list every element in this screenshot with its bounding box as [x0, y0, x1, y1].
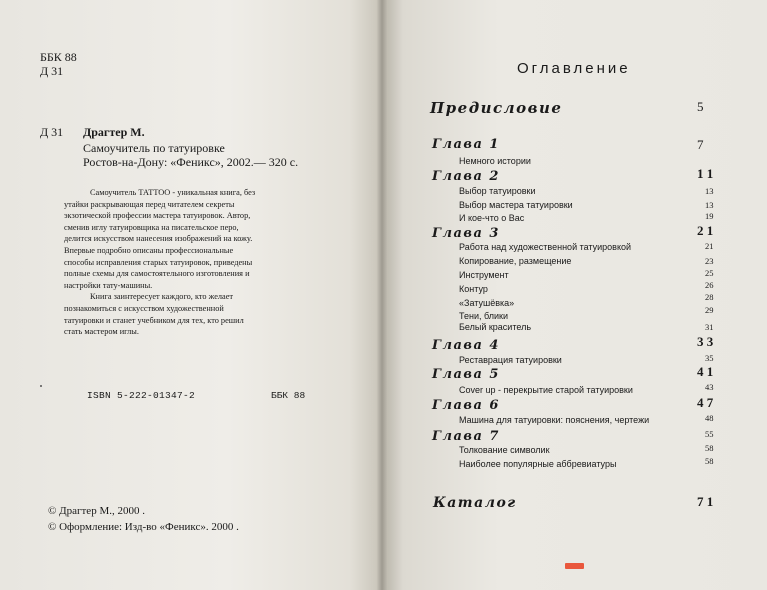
toc-item-page: 58: [705, 456, 714, 466]
toc-title: Оглавление: [517, 60, 631, 77]
annotation-line: Впервые подробно описаны профессиональные: [64, 245, 234, 255]
toc-item-page: 28: [705, 292, 714, 302]
toc-item: Немного истории: [459, 156, 531, 166]
toc-item: Контур: [459, 284, 488, 294]
toc-item: Cover up - перекрытие старой татуировки: [459, 385, 633, 395]
toc-item-page: 13: [705, 200, 714, 210]
toc-item-page: 31: [705, 322, 714, 332]
annotation-line: полные схемы для самостоятельного изготовления и: [64, 269, 250, 279]
print-speck: [40, 385, 42, 387]
copyright-author: © Драгтер М., 2000 .: [48, 505, 145, 517]
toc-item: Работа над художественной татуировкой: [459, 242, 632, 252]
toc-item-page: 23: [705, 256, 714, 266]
toc-chapter-4: Глава 4: [432, 338, 500, 353]
isbn: ISBN 5-222-01347-2: [87, 390, 196, 401]
toc-item-page: 35: [705, 353, 714, 363]
toc-chapter-4-page: 3 3: [697, 334, 714, 349]
toc-chapter-2: Глава 2: [432, 169, 500, 184]
toc-chapter-5-page: 4 1: [697, 364, 714, 379]
toc-item: Выбор татуировки: [459, 186, 536, 196]
entry-code: Д 31: [40, 125, 64, 139]
toc-chapter-3-page: 2 1: [697, 223, 714, 238]
toc-item-page: 43: [705, 382, 714, 392]
toc-chapter-2-page: 1 1: [697, 166, 714, 181]
annotation-line: способы исправления старых татуировок, приведены: [64, 257, 253, 267]
toc-chapter-1: Глава 1: [432, 137, 500, 152]
toc-item-page: 48: [705, 413, 714, 423]
toc-chapter-7: Глава 7: [432, 429, 500, 444]
toc-chapter-5: Глава 5: [432, 367, 500, 382]
annotation-line: сменив иглу татуировщика на писательское перо,: [64, 222, 239, 232]
toc-item-page: 58: [705, 443, 714, 453]
entry-title: Самоучитель по татуировке: [83, 141, 225, 155]
toc-item: Машина для татуировки: пояснения, чертежи: [459, 415, 650, 425]
udc-code: Д 31: [40, 64, 64, 78]
annotation-line: Книга заинтересует каждого, кто желает: [90, 292, 234, 302]
entry-publication: Ростов-на-Дону: «Феникс», 2002.— 320 с.: [83, 155, 299, 169]
toc-preface: Предисловие: [430, 99, 563, 117]
entry-author: Драгтер М.: [83, 125, 145, 139]
copyright-publisher: © Оформление: Изд-во «Феникс». 2000 .: [48, 521, 239, 533]
toc-item-page: 29: [705, 305, 714, 315]
annotation-line: татуировки и станет учебником для тех, кто решил: [64, 315, 244, 325]
annotation-line: познакомиться с искусством художественной: [64, 303, 224, 313]
book-spine-gutter: [376, 0, 388, 590]
toc-chapter-6-page: 4 7: [697, 395, 714, 410]
toc-item: И кое-что о Вас: [459, 213, 525, 223]
book-annotation: [64, 187, 330, 338]
toc-chapter-3: Глава 3: [432, 226, 500, 241]
bbk-code: ББК 88: [40, 50, 77, 64]
red-sticker: [565, 563, 584, 569]
toc-item-page: 19: [705, 211, 714, 221]
toc-item-page: 13: [705, 186, 714, 196]
toc-catalog: Каталог: [433, 495, 517, 511]
toc-item: Тени, блики: [459, 311, 508, 321]
toc-item-page: 25: [705, 268, 714, 278]
toc-chapter-1-page: 7: [697, 137, 704, 152]
isbn-bbk-code: ББК 88: [271, 390, 306, 401]
toc-item-page: 21: [705, 241, 714, 251]
toc-chapter-6: Глава 6: [432, 398, 500, 413]
toc-item-page: 55: [705, 429, 714, 439]
annotation-line: экзотической профессии мастера татуировок. Автор,: [64, 211, 251, 221]
toc-preface-page: 5: [697, 99, 704, 114]
toc-item-page: 26: [705, 280, 714, 290]
annotation-line: Самоучитель ТАТТОО - уникальная книга, без: [90, 188, 256, 197]
annotation-line: настройки тату-машины.: [64, 280, 153, 290]
toc-item: Наиболее популярные аббревиатуры: [459, 459, 617, 469]
toc-catalog-page: 7 1: [697, 494, 714, 509]
annotation-line: делится искусством нанесения изображений на кожу.: [64, 234, 253, 244]
toc-item: Реставрация татуировки: [459, 355, 562, 365]
annotation-line: стать мастером иглы.: [64, 327, 139, 337]
library-codes: [40, 50, 77, 78]
toc-item: Инструмент: [459, 270, 509, 280]
toc-item: «Затушёвка»: [459, 298, 515, 308]
toc-item: Белый краситель: [459, 322, 532, 332]
toc-item: Выбор мастера татуировки: [459, 200, 573, 210]
toc-item: Толкование символик: [459, 445, 550, 455]
toc-item: Копирование, размещение: [459, 256, 572, 266]
annotation-line: утайки раскрывающая перед читателем секреты: [64, 199, 235, 209]
